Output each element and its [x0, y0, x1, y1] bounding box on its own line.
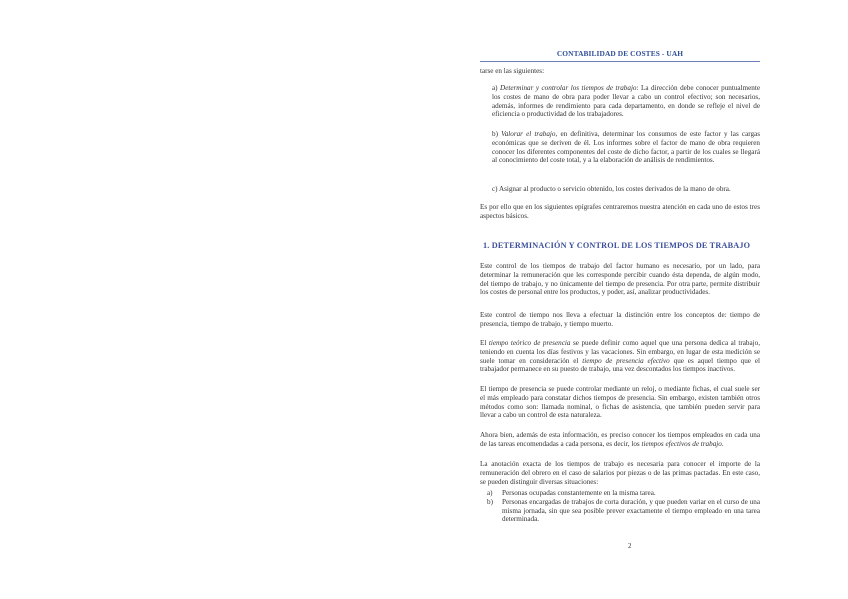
- s5-term: tiempos efectivos de trabajo: [641, 439, 722, 448]
- section-paragraph-6: La anotación exacta de los tiempos de trabajo es necesaria para conocer el importe de la remuneración del obrero en el caso de salarios por piezas o de las primas pactadas. En este caso, se pueden distinguir diversas situaciones:: [480, 460, 760, 486]
- item-b-text: , en definitiva, determinar los consumos de este factor y las cargas económicas que se deriven de él. Los informes sobre el factor de mano de obra requieren conocer los diferentes componentes del coste de dicho factor, a partir de los cuales se llegará al conocimiento del coste total, y a la elaboración de análisis de rendimientos.: [492, 130, 760, 165]
- item-b-marker: b): [492, 130, 502, 138]
- list-item: [480, 498, 760, 524]
- section-paragraph-3: [480, 339, 760, 374]
- function-item-a: [480, 84, 760, 119]
- section-paragraph-5: [480, 431, 760, 449]
- list-text: Personas ocupadas constantemente en la misma tarea.: [502, 489, 656, 497]
- item-a-text: : La dirección debe conocer puntualmente los costes de mano de obra para poder llevar a cabo un control efectivo; son necesarios, además, informes de rendimiento para cada departamento, en donde se refleje el nivel de eficiencia o productividad de los trabajadores.: [492, 84, 760, 119]
- item-a-heading: Determinar y controlar los tiempos de trabajo: [500, 84, 637, 92]
- s5-post: .: [721, 439, 724, 448]
- function-item-c: c) Asignar al producto o servicio obtenido, los costes derivados de la mano de obra.: [492, 185, 731, 193]
- list-item: [480, 489, 760, 498]
- item-a-marker: a): [492, 84, 501, 92]
- page-number: 2: [628, 542, 632, 550]
- section-heading: 1. DETERMINACIÓN Y CONTROL DE LOS TIEMPOS DE TRABAJO: [483, 241, 751, 250]
- s3-pre: El: [480, 339, 489, 347]
- section-paragraph-2: Este control de tiempo nos lleva a efectuar la distinción entre los conceptos de: tiempo de presencia, tiempo de trabajo, y tiempo muerto.: [480, 311, 760, 328]
- header-rule: [480, 61, 760, 62]
- situation-list: [480, 489, 760, 524]
- s3-term-2: tiempo de presencia efectivo: [582, 356, 670, 365]
- running-header: CONTABILIDAD DE COSTES - UAH: [556, 49, 684, 58]
- function-item-b: [480, 130, 760, 165]
- paragraph-next: Es por ello que en los siguientes epígrafes centraremos nuestra atención en cada uno de estos tres aspectos básicos.: [480, 203, 760, 220]
- list-marker: b): [487, 497, 493, 506]
- section-paragraph-4: El tiempo de presencia se puede controlar mediante un reloj, o mediante fichas, el cual suele ser el más empleado para constatar dichos tiempos de presencia. Sin embargo, existen también otros métodos como son: llamada nominal, o fichas de asistencia, que también pueden servir para llevar a cabo un control de esta naturaleza.: [480, 385, 760, 420]
- s3-post: que es aquel tiempo que el trabajador permanece en su puesto de trabajo, una vez descontados los tiempos inactivos.: [480, 356, 760, 374]
- section-paragraph-1: Este control de los tiempos de trabajo del factor humano es necesario, por un lado, para determinar la remuneración que les corresponde percibir cuando ésta dependa, de algún modo, del tiempo de trabajo, y no únicamente del tiempo de presencia. Por otra parte, permite distribuir los costes de personal entre los productos, y poder, así, analizar productividades.: [480, 262, 760, 297]
- s3-mid: se puede definir como aquel que una persona dedica al trabajo, teniendo en cuenta los días festivos y las vacaciones. Sin embargo, en lugar de esta medición se suele tomar en consideración el: [480, 339, 760, 365]
- intro-line: tarse en las siguientes:: [480, 67, 545, 75]
- s3-term-1: tiempo teórico de presencia: [488, 339, 571, 347]
- list-text: Personas encargadas de trabajos de corta duración, y que pueden variar en el curso de una misma jornada, sin que sea posible prever exactamente el tiempo empleado en una tarea determinada.: [502, 497, 760, 524]
- list-marker: a): [487, 489, 493, 497]
- item-b-heading: Valorar el trabajo: [501, 130, 556, 138]
- s5-text: Ahora bien, además de esta información, es preciso conocer los tiempos empleados en cada una de las tareas encomendadas a cada persona, es decir, los: [480, 431, 760, 448]
